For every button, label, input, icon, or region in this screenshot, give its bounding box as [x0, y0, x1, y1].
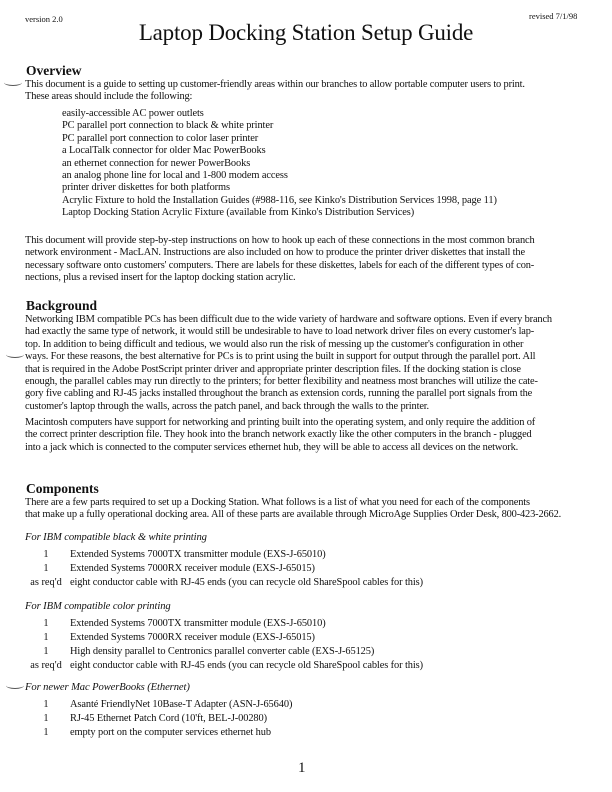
component-item: [25, 711, 585, 725]
list-item: an analog phone line for local and 1-800 modem access: [62, 170, 288, 182]
text-line: customer's laptop through the walls, across the patch panel, and back through the walls to the printer.: [25, 400, 429, 412]
list-item: PC parallel port connection to black & white printer: [62, 120, 274, 132]
text-line: Macintosh computers have support for networking and printing built into the operating system, and only require the addition of: [25, 417, 536, 428]
list-item: PC parallel port connection to color laser printer: [62, 132, 259, 144]
components-heading: Components: [26, 481, 99, 496]
item-description: Asanté FriendlyNet 10Base-T Adapter (ASN-J-65640): [70, 698, 293, 710]
text-line: gory five cabling and RJ-45 jacks installed throughout the branch as extension cords, running the parallel port signals from the: [25, 388, 533, 400]
item-description: eight conductor cable with RJ-45 ends (you can recycle old ShareSpool cables for this): [70, 660, 423, 672]
item-quantity: 1: [43, 726, 49, 738]
margin-mark: [6, 351, 24, 358]
text-line: This document will provide step-by-step instructions on how to hook up each of these connections in the most common branch: [25, 235, 535, 246]
item-description: High density parallel to Centronics parallel converter cable (EXS-J-65125): [70, 645, 375, 657]
text-line: necessary software onto customers' computers. There are labels for these diskettes, labels for each of the different types of con-: [25, 259, 535, 271]
item-quantity: as req'd: [30, 576, 62, 588]
text-line: Networking IBM compatible PCs has been difficult due to the wide variety of hardware and software options. Even if every branch: [25, 314, 552, 325]
list-item: Laptop Docking Station Acrylic Fixture (available from Kinko's Distribution Services): [62, 207, 415, 219]
text-line: top. In addition to being difficult and tedious, we would also run the risk of messing up the customer's configuration in other: [25, 338, 524, 350]
text-line: ways. For these reasons, the best alternative for PCs is to print using the built in support for output through the parallel port. All: [25, 351, 536, 363]
text-line: had exactly the same type of network, it would still be undesirable to have to load network driver files on every customer's lap-: [25, 326, 535, 338]
list-item: easily-accessible AC power outlets: [62, 108, 204, 119]
component-group-mac-ethernet: [25, 697, 585, 740]
text-line: network environment - MacLAN. Instructions are also included on how to produce the printer driver diskettes that install the: [25, 247, 525, 259]
component-item: [25, 697, 585, 711]
text-line: into a jack which is connected to the computer services ethernet hub, they will be able to access all devices on the network.: [25, 441, 519, 453]
component-group-color-printing: [25, 616, 585, 673]
text-line: that is required in the Adobe PostScript printer driver and appropriate printer description files. If the docking station is close: [25, 363, 521, 375]
component-item: [25, 644, 585, 658]
text-line: enough, the parallel cables may run directly to the printers; for better flexibility and neatness most branches will utilize the cate-: [25, 376, 538, 388]
list-item: a LocalTalk connector for older Mac PowerBooks: [62, 145, 266, 157]
item-description: RJ-45 Ethernet Patch Cord (10'ft, BEL-J-00280): [70, 712, 267, 724]
page-title: Laptop Docking Station Setup Guide: [138, 20, 474, 45]
item-quantity: as req'd: [30, 660, 62, 672]
item-description: empty port on the computer services ethernet hub: [70, 726, 271, 738]
component-group-bw-printing: [25, 547, 585, 590]
component-group-title: For IBM compatible color printing: [25, 601, 171, 612]
background-heading: Background: [26, 298, 98, 313]
item-quantity: 1: [43, 562, 49, 574]
revised-date: revised 7/1/98: [529, 11, 578, 21]
overview-heading: Overview: [26, 63, 82, 78]
component-item: [25, 616, 585, 630]
overview-intro: [25, 79, 600, 104]
component-group-title: For newer Mac PowerBooks (Ethernet): [25, 682, 190, 693]
component-item: [25, 561, 585, 575]
margin-mark: [4, 79, 22, 86]
component-group-title: For IBM compatible black & white printing: [25, 532, 207, 543]
item-quantity: 1: [43, 617, 49, 629]
list-item: an ethernet connection for newer PowerBooks: [62, 157, 251, 169]
overview-requirements-list: [62, 108, 497, 220]
item-description: Extended Systems 7000TX transmitter module (EXS-J-65010): [70, 548, 326, 560]
text-line: nections, plus a revised insert for the laptop docking station acrylic.: [25, 272, 296, 284]
component-item: [25, 725, 585, 739]
text-line: These areas should include the following:: [25, 91, 193, 103]
background-paragraph-2: [25, 417, 600, 454]
text-line: the correct printer description file. They hook into the branch network exactly like the other computers in the branch - plugged: [25, 429, 532, 441]
list-item: Acrylic Fixture to hold the Installation Guides (#988-116, see Kinko's Distribution Services 1998, page 11): [62, 194, 497, 206]
component-item: [25, 659, 585, 673]
margin-mark: [6, 682, 24, 689]
version-label: version 2.0: [25, 14, 63, 24]
components-intro: [25, 497, 600, 522]
list-item: printer driver diskettes for both platforms: [62, 182, 230, 194]
overview-closing: [25, 235, 600, 285]
background-paragraph-1: [25, 314, 600, 413]
item-quantity: 1: [43, 548, 49, 560]
text-line: There are a few parts required to set up a Docking Station. What follows is a list of what you need for each of the components: [25, 497, 530, 508]
component-item: [25, 630, 585, 644]
item-quantity: 1: [43, 698, 49, 710]
text-line: This document is a guide to setting up customer-friendly areas within our branches to allow portable computer users to print.: [25, 79, 525, 90]
item-quantity: 1: [43, 712, 49, 724]
item-quantity: 1: [43, 631, 49, 643]
item-quantity: 1: [43, 645, 49, 657]
item-description: Extended Systems 7000RX receiver module (EXS-J-65015): [70, 562, 315, 574]
component-item: [25, 575, 585, 589]
page-number: 1: [298, 760, 306, 776]
text-line: that make up a fully operational docking area. All of these parts are available through MicroAge Supplies Order Desk, 800-423-2662.: [25, 509, 562, 521]
component-item: [25, 547, 585, 561]
item-description: Extended Systems 7000RX receiver module (EXS-J-65015): [70, 631, 315, 643]
item-description: Extended Systems 7000TX transmitter module (EXS-J-65010): [70, 617, 326, 629]
item-description: eight conductor cable with RJ-45 ends (you can recycle old ShareSpool cables for this): [70, 576, 423, 588]
